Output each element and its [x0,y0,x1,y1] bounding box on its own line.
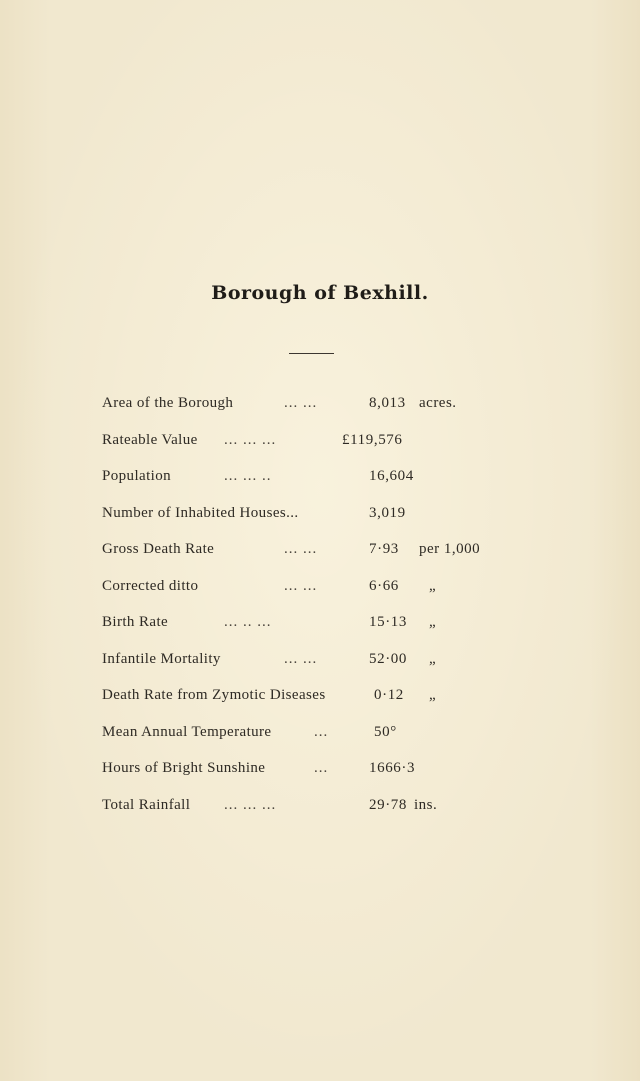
stat-unit: „ [429,577,437,594]
stat-value: 7·93 [369,541,399,557]
stat-value: 8,013 [369,395,406,411]
stat-label: Corrected ditto [102,577,199,594]
stat-label: Hours of Bright Sunshine [102,760,266,776]
leader-dots: ... ... ... [224,796,277,813]
leader-dots: ... .. ... [224,614,272,630]
title-divider [289,353,334,354]
stat-row-corrected-death-rate [102,568,522,605]
stat-label: Mean Annual Temperature [102,723,272,740]
stat-label: Death Rate from Zymotic Diseases [102,687,326,703]
stat-row-gross-death-rate [102,531,522,568]
stat-label: Infantile Mortality [102,650,221,667]
leader-dots: ... [314,760,329,776]
leader-dots: ... ... [284,395,318,411]
leader-dots: ... ... [284,577,318,594]
stat-row-area [102,385,522,422]
stat-row-birth-rate [102,604,522,641]
leader-dots: ... ... .. [224,468,272,484]
stat-label: Population [102,468,172,484]
stat-label: Number of Inhabited Houses... [102,504,299,521]
stat-unit: acres. [419,395,457,411]
stat-row-inhabited-houses [102,495,522,532]
leader-dots: ... ... [284,650,318,667]
stat-unit: „ [429,687,437,703]
stat-row-total-rainfall [102,787,522,824]
stat-unit: ins. [414,796,438,813]
leader-dots: ... [314,723,329,740]
stat-label: Total Rainfall [102,796,191,813]
page-title: Borough of Bexhill. [211,282,429,304]
stat-row-zymotic-death-rate [102,677,522,714]
stat-value: 6·66 [369,577,399,594]
stat-value: 52·00 [369,650,407,667]
stat-row-mean-temperature [102,714,522,751]
leader-dots: ... ... ... [224,431,277,448]
stat-value: 3,019 [369,504,406,521]
stat-row-population [102,458,522,495]
stat-label: Gross Death Rate [102,541,215,557]
leader-dots: ... ... [284,541,318,557]
stat-value: 50° [374,723,397,740]
stat-value: 15·13 [369,614,407,630]
stat-value: 16,604 [369,468,414,484]
stat-label: Area of the Borough [102,395,234,411]
stat-row-rateable-value [102,422,522,459]
stat-label: Birth Rate [102,614,169,630]
statistics-table [102,385,522,823]
stat-unit: per 1,000 [419,541,481,557]
stat-row-infantile-mortality [102,641,522,678]
stat-value: £119,576 [342,431,403,448]
stat-row-bright-sunshine [102,750,522,787]
stat-value: 29·78 [369,796,407,813]
stat-unit: „ [429,614,437,630]
stat-label: Rateable Value [102,431,198,448]
stat-unit: „ [429,650,437,667]
stat-value: 1666·3 [369,760,416,776]
stat-value: 0·12 [374,687,404,703]
